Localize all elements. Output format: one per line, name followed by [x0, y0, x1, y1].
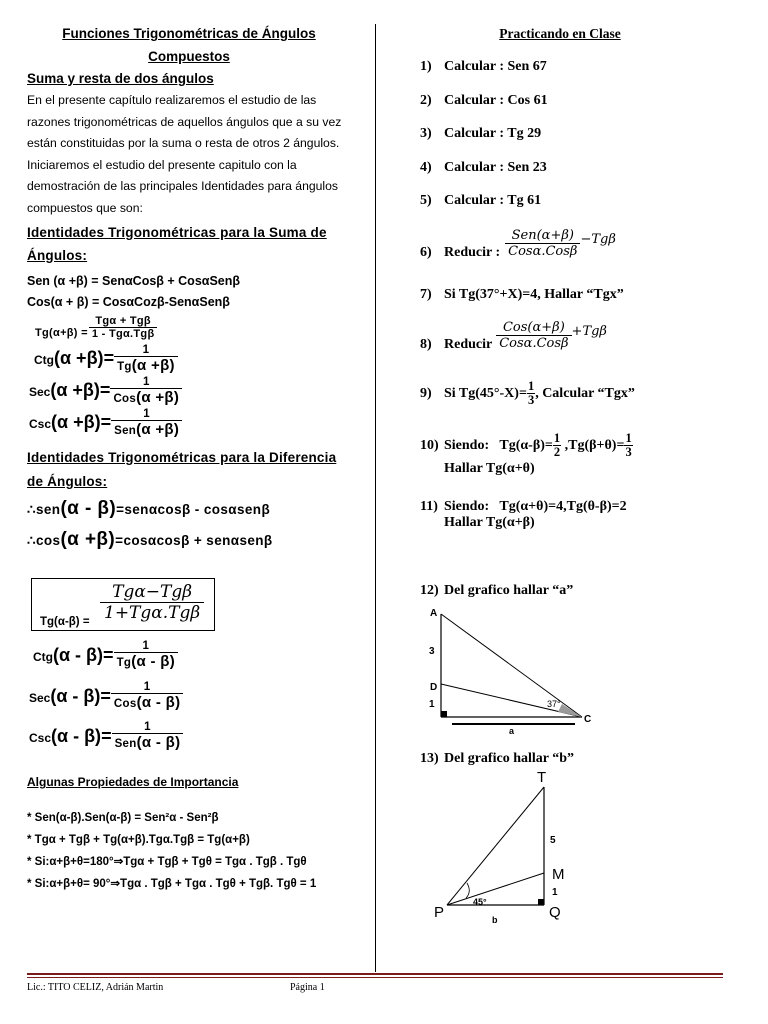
triangle-figure-a — [410, 604, 600, 734]
numerator: 1 — [144, 721, 151, 733]
numerator: 1 — [142, 375, 150, 388]
fraction-tail: +Tgβ — [571, 324, 607, 339]
den-fn: Cos — [113, 698, 137, 710]
equals: = — [101, 725, 112, 746]
argument: (α +β) — [54, 348, 104, 369]
numerator: Tgα−Tgβ — [112, 582, 193, 602]
argument: (α +β) — [50, 380, 100, 401]
exercise-text: Si Tg(37°+X)=4, Hallar “Tgx” — [444, 287, 624, 302]
vertex-label-A: A — [430, 608, 438, 619]
sen-sum-formula: Sen (α +β) = SenαCosβ + CosαSenβ — [27, 273, 241, 288]
fraction — [114, 640, 178, 670]
cos-sum-formula: Cos(α + β) = CosαCozβ-SenαSenβ — [27, 294, 230, 309]
denominator — [114, 652, 178, 670]
fn-name: Csc — [29, 730, 52, 745]
exercise-text: Calcular : Tg 61 — [444, 193, 542, 208]
diff-reciprocals — [27, 640, 351, 895]
heading-line: de Ángulos: — [27, 473, 108, 489]
exercise-number: 4) — [420, 160, 432, 175]
intro-line: demostración de las principales Identidades para ángulos — [27, 179, 338, 194]
exercise-line-2: Hallar Tg(α+θ) — [444, 461, 535, 476]
sum-identities-heading — [27, 221, 351, 267]
segment-label-1: 1 — [429, 699, 435, 710]
exercise-number: 8) — [420, 337, 432, 352]
denominator — [110, 388, 182, 406]
equals: = — [103, 644, 114, 665]
exercise-5 — [420, 193, 541, 209]
numerator: 1 — [527, 379, 535, 393]
vertex-label-T: T — [537, 770, 547, 786]
exercise-11 — [420, 499, 627, 531]
left-column — [27, 22, 351, 890]
exercise-8 — [420, 320, 607, 353]
exercise-7 — [420, 287, 624, 303]
exercise-text: Reducir : — [444, 245, 501, 260]
denominator: Cosα.Cosβ — [496, 335, 571, 351]
exercise-text: Reducir — [444, 337, 493, 352]
heading-line: Identidades Trigonométricas para la Diferencia — [27, 449, 337, 465]
argument: (α - β) — [53, 644, 104, 665]
den-arg: (α - β) — [136, 694, 181, 711]
footer-rule — [27, 973, 723, 975]
exercise-number: 7) — [420, 287, 432, 302]
exercise-line — [420, 432, 633, 459]
numerator: 1 — [625, 431, 632, 445]
cos-diff-formula — [27, 525, 351, 556]
numerator: Sen(α+β) — [511, 228, 574, 243]
numerator: 1 — [142, 343, 150, 356]
fn-name: Csc — [29, 417, 52, 432]
numerator: Cos(α+β) — [502, 320, 565, 335]
right-column — [420, 22, 750, 925]
fraction — [89, 315, 158, 340]
exercise-number: 3) — [420, 126, 432, 141]
formula-lhs: Tg(α-β) = — [40, 616, 90, 628]
exercise-3 — [420, 126, 541, 142]
column-divider — [375, 24, 376, 972]
equals: = — [100, 412, 112, 433]
equals: = — [103, 348, 115, 369]
exercise-6 — [420, 228, 616, 261]
argument: (α - β) — [60, 497, 117, 519]
den-arg: (α +β) — [131, 356, 175, 374]
formula-lhs: Tg(α+β) = — [35, 327, 88, 340]
vertex-label-C: C — [584, 714, 592, 725]
fraction — [553, 432, 561, 459]
equals: = — [100, 685, 111, 706]
numerator: Tgα + Tgβ — [95, 314, 151, 327]
den-fn: Sen — [114, 424, 137, 437]
exercise-number: 5) — [420, 193, 432, 208]
document-title-line1: Funciones Trigonométricas de Ángulos — [62, 26, 316, 41]
denominator — [112, 733, 184, 751]
den-arg: (α - β) — [131, 653, 176, 670]
denominator: 1 - Tgα.Tgβ — [89, 327, 158, 340]
property-item: * Tgα + Tgβ + Tg(α+β).Tgα.Tgβ = Tg(α+β) — [27, 834, 250, 846]
denominator — [114, 356, 178, 374]
fraction — [111, 408, 182, 438]
numerator: 1 — [142, 640, 150, 652]
property-item: * Si:α+β+θ= 90°⇒Tgα . Tgβ + Tgα . Tgθ + Tgβ. Tgθ = 1 — [27, 878, 317, 890]
exercise-line — [420, 499, 627, 515]
exercise-text: Calcular : Cos 61 — [444, 93, 548, 108]
fn-name: Ctg — [34, 353, 54, 368]
segment-label-1: 1 — [552, 887, 558, 898]
den-fn: Cos — [113, 392, 137, 405]
denominator: 1+Tgα.Tgβ — [100, 602, 204, 623]
denominator: 3 — [625, 445, 632, 459]
fn-name: Sec — [29, 690, 51, 705]
denominator: 3 — [527, 393, 535, 407]
properties-heading: Algunas Propiedades de Importancia — [27, 775, 239, 789]
fraction — [112, 721, 184, 751]
sec-sum-formula — [29, 376, 351, 406]
footer-page-number: Página 1 — [290, 982, 325, 993]
numerator: 1 — [143, 407, 150, 420]
fn-name: Ctg — [33, 649, 53, 664]
exercise-number: 9) — [420, 385, 432, 401]
fraction-tail: −Tgβ — [580, 232, 616, 247]
fraction — [100, 582, 204, 623]
intro-paragraph — [27, 90, 351, 220]
base-label-a: a — [509, 726, 515, 734]
numerator: 1 — [553, 431, 561, 445]
ctg-sum-formula — [34, 344, 351, 374]
exercise-text: Si Tg(45°-X)= — [444, 385, 527, 401]
property-item: * Sen(α-β).Sen(α-β) = Sen²α - Sen²β — [27, 812, 219, 824]
exercise-2 — [420, 93, 548, 109]
angle-label: 45° — [473, 897, 487, 907]
den-arg: (α +β) — [136, 420, 180, 438]
fraction — [110, 376, 182, 406]
csc-diff-formula — [29, 721, 351, 751]
triangle-figure-b — [410, 770, 600, 930]
den-arg: (α +β) — [136, 388, 180, 406]
vertex-label-M: M — [552, 866, 565, 883]
exercise-number: 1) — [420, 59, 432, 74]
formula-prefix: ∴sen — [27, 501, 61, 517]
exercise-line-2: Hallar Tg(α+β) — [444, 515, 535, 530]
segment-label-5: 5 — [550, 835, 556, 846]
exercise-text: ,Tg(β+θ)= — [561, 437, 625, 453]
exercise-number: 10) — [420, 437, 439, 453]
document-title-line2: Compuestos — [148, 49, 230, 64]
exercise-9 — [420, 380, 635, 407]
ctg-diff-formula — [33, 640, 351, 670]
intro-line: En el presente capítulo realizaremos el estudio de las — [27, 93, 317, 107]
argument: (α - β) — [50, 685, 101, 706]
intro-line: Iniciaremos el estudio del presente capitulo con la — [27, 157, 297, 172]
exercise-4 — [420, 160, 547, 176]
section-subtitle: Suma y resta de dos ángulos — [27, 71, 214, 86]
exercise-number: 13) — [420, 751, 439, 766]
den-fn: Sen — [114, 738, 137, 750]
properties-list — [27, 807, 351, 895]
formula-rhs: =senαcosβ - cosαsenβ — [116, 501, 271, 517]
exercise-text: Del grafico hallar “a” — [444, 583, 574, 598]
vertex-label-P: P — [434, 904, 445, 921]
sen-diff-formula — [27, 494, 351, 525]
exercise-text: Calcular : Sen 67 — [444, 59, 547, 74]
argument: (α +β) — [51, 412, 101, 433]
footer-rule-thin — [27, 977, 723, 978]
den-arg: (α - β) — [136, 734, 181, 751]
heading-line: Identidades Trigonométricas para la Suma de — [27, 224, 327, 240]
exercise-number: 6) — [420, 245, 432, 260]
exercise-1 — [420, 59, 547, 75]
sec-diff-formula — [29, 681, 351, 711]
exercise-12 — [420, 583, 573, 599]
practice-title: Practicando en Clase — [499, 26, 621, 41]
intro-line: razones trigonométricas de aquellos ángulos que a su vez — [27, 114, 342, 129]
den-fn: Tg — [116, 657, 132, 669]
exercise-10 — [420, 432, 633, 477]
numerator: 1 — [143, 681, 151, 693]
fraction — [496, 320, 571, 351]
base-label-b: b — [492, 915, 498, 925]
fraction — [111, 681, 183, 711]
equals: = — [99, 380, 111, 401]
exercise-text: Calcular : Sen 23 — [444, 160, 547, 175]
heading-line: Ángulos: — [27, 247, 88, 263]
diff-identities-heading — [27, 446, 351, 494]
exercise-text: Siendo: Tg(α-β)= — [444, 437, 553, 453]
property-item: * Si:α+β+θ=180°⇒Tgα + Tgβ + Tgθ = Tgα . Tgβ . Tgθ — [27, 856, 307, 868]
fraction — [624, 432, 632, 459]
vertex-label-D: D — [430, 682, 438, 693]
exercise-number: 12) — [420, 583, 439, 598]
denominator — [111, 420, 182, 438]
tg-diff-formula-box — [31, 578, 215, 631]
angle-label: 37° — [547, 699, 561, 709]
page-footer — [27, 982, 325, 993]
fraction — [505, 228, 580, 259]
intro-line: compuestos que son: — [27, 200, 143, 215]
exercise-text: Del grafico hallar “b” — [444, 751, 575, 766]
formula-prefix: ∴cos — [27, 532, 61, 548]
formula-rhs: =cosαcosβ + senαsenβ — [115, 532, 273, 548]
footer-author: Lic.: TITO CELIZ, Adrián Martin — [27, 982, 164, 993]
denominator — [111, 693, 183, 711]
exercise-number: 11) — [420, 499, 438, 514]
exercise-13 — [420, 751, 574, 767]
exercise-text: Calcular : Tg 29 — [444, 126, 542, 141]
fraction — [114, 344, 178, 374]
fraction — [527, 380, 535, 407]
vertex-label-Q: Q — [549, 904, 561, 921]
segment-label-3: 3 — [429, 646, 435, 657]
intro-line: están constituidas por la suma o resta de otros 2 ángulos. — [27, 136, 340, 151]
denominator: Cosα.Cosβ — [505, 243, 580, 259]
csc-sum-formula — [29, 408, 351, 438]
tg-sum-formula — [35, 315, 351, 340]
exercise-text: Siendo: Tg(α+θ)=4,Tg(θ-β)=2 — [444, 499, 627, 514]
exercise-number: 2) — [420, 93, 432, 108]
argument: (α - β) — [51, 725, 102, 746]
den-fn: Tg — [117, 360, 132, 373]
exercise-text: , Calcular “Tgx” — [535, 385, 635, 401]
fn-name: Sec — [29, 385, 51, 400]
denominator: 2 — [553, 445, 561, 459]
argument: (α +β) — [60, 528, 116, 550]
